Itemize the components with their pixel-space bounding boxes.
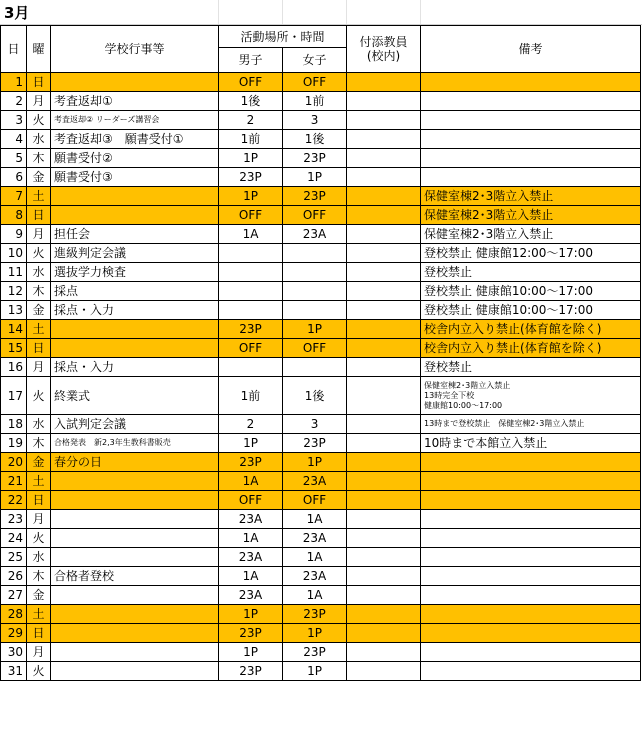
header-event: 学校行事等 [51, 26, 219, 73]
weekday-cell: 金 [27, 301, 51, 320]
teacher-cell [347, 510, 421, 529]
day-cell: 31 [1, 662, 27, 681]
weekday-cell: 月 [27, 92, 51, 111]
day-cell: 21 [1, 472, 27, 491]
event-cell: 採点・入力 [51, 301, 219, 320]
table-row [1, 225, 641, 244]
header-activity: 活動場所・時間 [219, 26, 347, 48]
weekday-cell: 水 [27, 130, 51, 149]
event-cell: 願書受付② [51, 149, 219, 168]
event-cell: 担任会 [51, 225, 219, 244]
girls-activity-cell: 1A [283, 510, 347, 529]
girls-activity-cell: 23A [283, 567, 347, 586]
boys-activity-cell: OFF [219, 491, 283, 510]
table-row [1, 510, 641, 529]
day-cell: 17 [1, 377, 27, 415]
notes-cell: 校舎内立入り禁止(体育館を除く) [421, 320, 641, 339]
header-teacher-line1: 付添教員 [359, 35, 408, 49]
day-cell: 16 [1, 358, 27, 377]
event-cell: 考査返却① [51, 92, 219, 111]
boys-activity-cell: 1A [219, 472, 283, 491]
day-cell: 6 [1, 168, 27, 187]
weekday-cell: 月 [27, 510, 51, 529]
girls-activity-cell: 1P [283, 453, 347, 472]
notes-cell [421, 92, 641, 111]
table-row [1, 472, 641, 491]
table-row [1, 73, 641, 92]
girls-activity-cell [283, 263, 347, 282]
girls-activity-cell: 23A [283, 529, 347, 548]
weekday-cell: 水 [27, 548, 51, 567]
header-notes: 備考 [421, 26, 641, 73]
event-cell [51, 529, 219, 548]
girls-activity-cell [283, 301, 347, 320]
table-row [1, 586, 641, 605]
girls-activity-cell: 23P [283, 643, 347, 662]
weekday-cell: 火 [27, 529, 51, 548]
day-cell: 13 [1, 301, 27, 320]
weekday-cell: 土 [27, 605, 51, 624]
girls-activity-cell: OFF [283, 339, 347, 358]
boys-activity-cell: 23P [219, 624, 283, 643]
girls-activity-cell: 23A [283, 472, 347, 491]
weekday-cell: 日 [27, 491, 51, 510]
event-cell: 合格発表 新2,3年生教科書販売 [51, 434, 219, 453]
month-title: 3月 [4, 4, 30, 22]
weekday-cell: 火 [27, 111, 51, 130]
notes-line: 13時完全下校 [424, 390, 475, 400]
teacher-cell [347, 358, 421, 377]
notes-cell [421, 510, 641, 529]
header-teacher-line2: (校内) [366, 49, 401, 63]
notes-cell [421, 529, 641, 548]
weekday-cell: 日 [27, 339, 51, 358]
teacher-cell [347, 73, 421, 92]
table-row [1, 244, 641, 263]
teacher-cell [347, 111, 421, 130]
girls-activity-cell: 23P [283, 187, 347, 206]
teacher-cell [347, 548, 421, 567]
girls-activity-cell: 1A [283, 548, 347, 567]
weekday-cell: 木 [27, 282, 51, 301]
boys-activity-cell: 1A [219, 225, 283, 244]
girls-activity-cell: 3 [283, 415, 347, 434]
weekday-cell: 金 [27, 453, 51, 472]
day-cell: 5 [1, 149, 27, 168]
teacher-cell [347, 282, 421, 301]
header-boys: 男子 [219, 48, 283, 73]
table-row [1, 130, 641, 149]
boys-activity-cell [219, 263, 283, 282]
event-cell [51, 548, 219, 567]
weekday-cell: 木 [27, 434, 51, 453]
header-dow: 曜 [27, 26, 51, 73]
day-cell: 4 [1, 130, 27, 149]
table-row [1, 339, 641, 358]
teacher-cell [347, 472, 421, 491]
boys-activity-cell: 1P [219, 149, 283, 168]
notes-cell: 登校禁止 [421, 263, 641, 282]
boys-activity-cell: 23P [219, 662, 283, 681]
girls-activity-cell: 23P [283, 605, 347, 624]
day-cell: 26 [1, 567, 27, 586]
day-cell: 7 [1, 187, 27, 206]
weekday-cell: 土 [27, 187, 51, 206]
day-cell: 28 [1, 605, 27, 624]
girls-activity-cell: OFF [283, 491, 347, 510]
day-cell: 30 [1, 643, 27, 662]
table-row [1, 529, 641, 548]
weekday-cell: 水 [27, 415, 51, 434]
table-row [1, 643, 641, 662]
notes-cell [421, 453, 641, 472]
event-cell [51, 624, 219, 643]
notes-cell: 10時まで本館立入禁止 [421, 434, 641, 453]
girls-activity-cell: 23A [283, 225, 347, 244]
table-row [1, 263, 641, 282]
boys-activity-cell: 1前 [219, 377, 283, 415]
notes-line: 保健室棟2･3階立入禁止 [424, 380, 511, 390]
girls-activity-cell [283, 282, 347, 301]
day-cell: 14 [1, 320, 27, 339]
table-row [1, 92, 641, 111]
notes-cell: 登校禁止 健康館12:00～17:00 [421, 244, 641, 263]
table-row [1, 206, 641, 225]
boys-activity-cell: 1前 [219, 130, 283, 149]
notes-cell: 保健室棟2･3階立入禁止 [421, 206, 641, 225]
notes-cell [421, 130, 641, 149]
weekday-cell: 木 [27, 149, 51, 168]
boys-activity-cell: OFF [219, 339, 283, 358]
boys-activity-cell [219, 301, 283, 320]
notes-cell [421, 624, 641, 643]
day-cell: 1 [1, 73, 27, 92]
notes-cell [421, 643, 641, 662]
day-cell: 23 [1, 510, 27, 529]
notes-cell [421, 472, 641, 491]
day-cell: 10 [1, 244, 27, 263]
teacher-cell [347, 491, 421, 510]
weekday-cell: 金 [27, 168, 51, 187]
day-cell: 18 [1, 415, 27, 434]
weekday-cell: 火 [27, 662, 51, 681]
weekday-cell: 月 [27, 225, 51, 244]
event-cell [51, 187, 219, 206]
boys-activity-cell: 23P [219, 168, 283, 187]
teacher-cell [347, 301, 421, 320]
event-cell [51, 472, 219, 491]
weekday-cell: 月 [27, 643, 51, 662]
boys-activity-cell: 1P [219, 643, 283, 662]
girls-activity-cell: 1P [283, 168, 347, 187]
schedule-table [0, 25, 641, 681]
weekday-cell: 金 [27, 586, 51, 605]
boys-activity-cell: 1A [219, 567, 283, 586]
teacher-cell [347, 149, 421, 168]
table-row [1, 453, 641, 472]
event-cell: 考査返却③ 願書受付① [51, 130, 219, 149]
boys-activity-cell: OFF [219, 73, 283, 92]
table-row [1, 415, 641, 434]
table-row [1, 377, 641, 415]
event-cell: 考査返却② リーダーズ講習会 [51, 111, 219, 130]
day-cell: 8 [1, 206, 27, 225]
boys-activity-cell [219, 282, 283, 301]
boys-activity-cell: 23P [219, 453, 283, 472]
day-cell: 15 [1, 339, 27, 358]
gridline [218, 0, 219, 24]
girls-activity-cell: 1P [283, 662, 347, 681]
weekday-cell: 日 [27, 73, 51, 92]
day-cell: 19 [1, 434, 27, 453]
girls-activity-cell [283, 358, 347, 377]
teacher-cell [347, 434, 421, 453]
notes-cell [421, 149, 641, 168]
notes-cell: 登校禁止 [421, 358, 641, 377]
notes-cell: 保健室棟2･3階立入禁止 [421, 225, 641, 244]
event-cell: 春分の日 [51, 453, 219, 472]
notes-cell [421, 73, 641, 92]
weekday-cell: 月 [27, 358, 51, 377]
teacher-cell [347, 567, 421, 586]
event-cell: 進級判定会議 [51, 244, 219, 263]
event-cell [51, 320, 219, 339]
event-cell [51, 339, 219, 358]
boys-activity-cell: 1P [219, 187, 283, 206]
teacher-cell [347, 339, 421, 358]
notes-cell [421, 605, 641, 624]
header-row-1 [1, 26, 641, 48]
teacher-cell [347, 168, 421, 187]
teacher-cell [347, 244, 421, 263]
weekday-cell: 木 [27, 567, 51, 586]
day-cell: 22 [1, 491, 27, 510]
notes-cell [421, 111, 641, 130]
boys-activity-cell: OFF [219, 206, 283, 225]
title-row [0, 0, 642, 25]
teacher-cell [347, 453, 421, 472]
event-cell: 選抜学力検査 [51, 263, 219, 282]
gridline [420, 0, 421, 24]
notes-cell: 校舎内立入り禁止(体育館を除く) [421, 339, 641, 358]
girls-activity-cell: 1後 [283, 130, 347, 149]
gridline [282, 0, 283, 24]
teacher-cell [347, 624, 421, 643]
boys-activity-cell: 1P [219, 434, 283, 453]
boys-activity-cell: 2 [219, 415, 283, 434]
day-cell: 20 [1, 453, 27, 472]
event-cell: 採点 [51, 282, 219, 301]
boys-activity-cell: 23A [219, 548, 283, 567]
boys-activity-cell [219, 244, 283, 263]
boys-activity-cell: 1A [219, 529, 283, 548]
teacher-cell [347, 206, 421, 225]
gridline [346, 0, 347, 24]
weekday-cell: 日 [27, 624, 51, 643]
event-cell [51, 586, 219, 605]
notes-cell [421, 548, 641, 567]
day-cell: 2 [1, 92, 27, 111]
teacher-cell [347, 187, 421, 206]
notes-cell [421, 377, 641, 415]
girls-activity-cell: OFF [283, 206, 347, 225]
notes-cell [421, 662, 641, 681]
notes-cell: 13時まで登校禁止 保健室棟2･3階立入禁止 [421, 415, 641, 434]
teacher-cell [347, 415, 421, 434]
event-cell: 採点・入力 [51, 358, 219, 377]
weekday-cell: 土 [27, 472, 51, 491]
boys-activity-cell: 23A [219, 510, 283, 529]
day-cell: 11 [1, 263, 27, 282]
day-cell: 29 [1, 624, 27, 643]
teacher-cell [347, 529, 421, 548]
teacher-cell [347, 662, 421, 681]
table-row [1, 282, 641, 301]
table-row [1, 149, 641, 168]
teacher-cell [347, 130, 421, 149]
boys-activity-cell: 1後 [219, 92, 283, 111]
girls-activity-cell: 3 [283, 111, 347, 130]
weekday-cell: 火 [27, 244, 51, 263]
day-cell: 25 [1, 548, 27, 567]
girls-activity-cell: 1P [283, 320, 347, 339]
day-cell: 9 [1, 225, 27, 244]
day-cell: 27 [1, 586, 27, 605]
table-row [1, 320, 641, 339]
notes-cell [421, 168, 641, 187]
event-cell [51, 510, 219, 529]
table-row [1, 548, 641, 567]
notes-cell [421, 586, 641, 605]
boys-activity-cell [219, 358, 283, 377]
girls-activity-cell: 1後 [283, 377, 347, 415]
notes-line: 健康館10:00～17:00 [424, 400, 503, 410]
header-teacher [347, 26, 421, 73]
table-row [1, 662, 641, 681]
weekday-cell: 日 [27, 206, 51, 225]
girls-activity-cell [283, 244, 347, 263]
teacher-cell [347, 377, 421, 415]
table-row [1, 187, 641, 206]
event-cell [51, 206, 219, 225]
weekday-cell: 土 [27, 320, 51, 339]
teacher-cell [347, 643, 421, 662]
table-row [1, 434, 641, 453]
event-cell: 終業式 [51, 377, 219, 415]
day-cell: 12 [1, 282, 27, 301]
table-row [1, 567, 641, 586]
table-row [1, 111, 641, 130]
table-row [1, 301, 641, 320]
weekday-cell: 火 [27, 377, 51, 415]
boys-activity-cell: 2 [219, 111, 283, 130]
day-cell: 24 [1, 529, 27, 548]
event-cell [51, 605, 219, 624]
teacher-cell [347, 605, 421, 624]
teacher-cell [347, 586, 421, 605]
teacher-cell [347, 225, 421, 244]
event-cell [51, 73, 219, 92]
girls-activity-cell: OFF [283, 73, 347, 92]
table-row [1, 168, 641, 187]
boys-activity-cell: 23P [219, 320, 283, 339]
boys-activity-cell: 23A [219, 586, 283, 605]
girls-activity-cell: 1前 [283, 92, 347, 111]
notes-cell [421, 567, 641, 586]
header-girls: 女子 [283, 48, 347, 73]
weekday-cell: 水 [27, 263, 51, 282]
event-cell: 合格者登校 [51, 567, 219, 586]
header-day: 日 [1, 26, 27, 73]
notes-cell [421, 491, 641, 510]
event-cell: 願書受付③ [51, 168, 219, 187]
girls-activity-cell: 1P [283, 624, 347, 643]
event-cell [51, 491, 219, 510]
notes-cell: 保健室棟2･3階立入禁止 [421, 187, 641, 206]
notes-cell: 登校禁止 健康館10:00～17:00 [421, 282, 641, 301]
girls-activity-cell: 23P [283, 149, 347, 168]
event-cell: 入試判定会議 [51, 415, 219, 434]
table-row [1, 358, 641, 377]
notes-cell: 登校禁止 健康館10:00～17:00 [421, 301, 641, 320]
schedule-body [1, 73, 641, 681]
girls-activity-cell: 1A [283, 586, 347, 605]
event-cell [51, 662, 219, 681]
boys-activity-cell: 1P [219, 605, 283, 624]
girls-activity-cell: 23P [283, 434, 347, 453]
teacher-cell [347, 92, 421, 111]
table-row [1, 491, 641, 510]
teacher-cell [347, 263, 421, 282]
table-row [1, 605, 641, 624]
table-row [1, 624, 641, 643]
event-cell [51, 643, 219, 662]
day-cell: 3 [1, 111, 27, 130]
teacher-cell [347, 320, 421, 339]
